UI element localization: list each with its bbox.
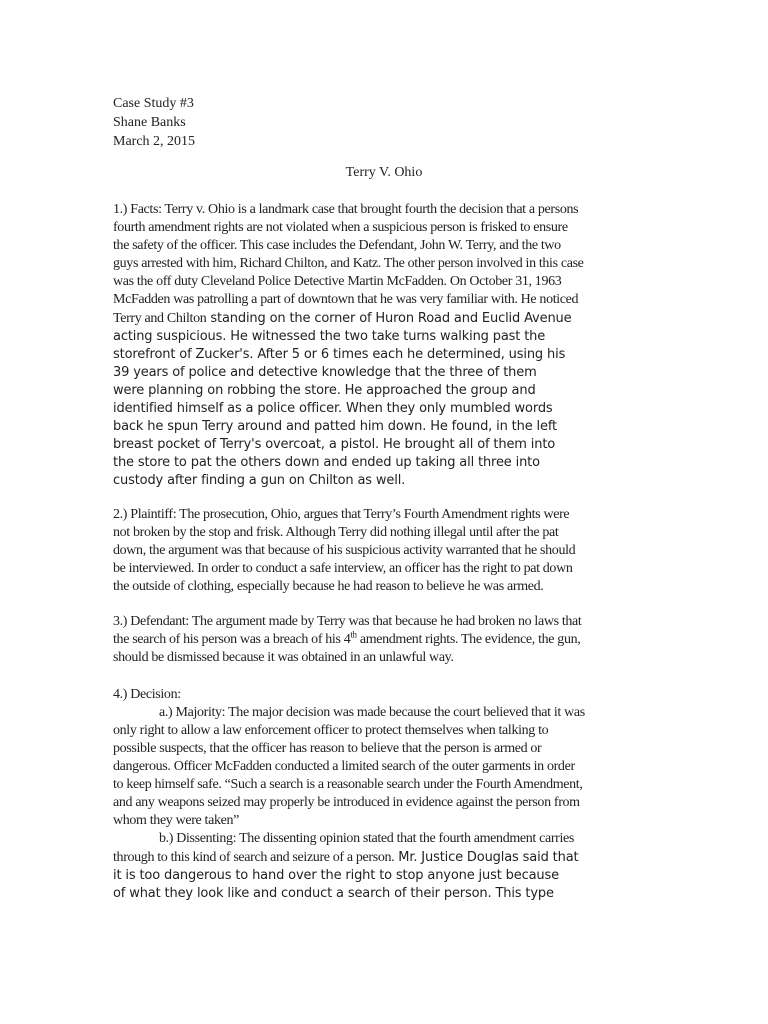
plaintiff-line: down, the argument was that because of his suspicious activity warranted that he should: [113, 543, 576, 558]
dissent-mixed-serif: through to this kind of search and seizure of a person.: [113, 850, 395, 865]
facts-line: identified himself as a police officer. When they only mumbled words: [113, 401, 553, 416]
facts-line: custody after finding a gun on Chilton as well.: [113, 473, 406, 488]
facts-line: 39 years of police and detective knowledge that the three of them: [113, 365, 537, 380]
majority-line: dangerous. Officer McFadden conducted a limited search of the outer garments in order: [113, 759, 575, 774]
defendant-line: should be dismissed because it was obtained in an unlawful way.: [113, 650, 454, 665]
facts-line: 1.) Facts: Terry v. Ohio is a landmark case that brought fourth the decision that a persons: [113, 202, 579, 217]
facts-sans-block: [113, 328, 658, 490]
document-title: Terry V. Ohio: [345, 165, 423, 180]
author-name: Shane Banks: [113, 115, 186, 130]
majority-line: a.) Majority: The major decision was made because the court believed that it was: [159, 705, 585, 720]
majority-line: whom they were taken”: [113, 813, 239, 828]
dissent-sans-block: [113, 867, 658, 903]
majority-line: and any weapons seized may properly be introduced in evidence against the person from: [113, 795, 580, 810]
decision-serif-block: [113, 686, 658, 848]
plaintiff-line: not broken by the stop and frisk. Although Terry did nothing illegal until after the pat: [113, 525, 559, 540]
plaintiff-line: be interviewed. In order to conduct a safe interview, an officer has the right to pat down: [113, 561, 573, 576]
facts-mixed-sans: standing on the corner of Huron Road and Euclid Avenue: [206, 311, 572, 326]
facts-line: the safety of the officer. This case includes the Defendant, John W. Terry, and the two: [113, 238, 561, 253]
facts-line: the store to pat the others down and ended up taking all three into: [113, 455, 540, 470]
facts-line: acting suspicious. He witnessed the two take turns walking past the: [113, 329, 546, 344]
facts-line: back he spun Terry around and patted him down. He found, in the left: [113, 419, 558, 434]
defendant-line: [113, 631, 658, 649]
decision-heading: 4.) Decision:: [113, 687, 181, 702]
defendant-line: 3.) Defendant: The argument made by Terry was that because he had broken no laws that: [113, 614, 582, 629]
facts-line: McFadden was patrolling a part of downtown that he was very familiar with. He noticed: [113, 292, 579, 307]
dissent-line: b.) Dissenting: The dissenting opinion stated that the fourth amendment carries: [159, 831, 574, 846]
majority-line: to keep himself safe. “Such a search is a reasonable search under the Fourth Amendment,: [113, 777, 583, 792]
facts-paragraph: [113, 201, 658, 490]
majority-line: only right to allow a law enforcement officer to protect themselves when talking to: [113, 723, 549, 738]
decision-section: [113, 686, 658, 903]
defendant-paragraph: [113, 613, 658, 667]
facts-mixed-serif: Terry and Chilton: [113, 311, 207, 326]
facts-line: breast pocket of Terry's overcoat, a pistol. He brought all of them into: [113, 437, 556, 452]
dissent-mixed-line: [113, 848, 658, 867]
defendant-line-part: amendment rights. The evidence, the gun,: [356, 632, 581, 647]
facts-mixed-line: [113, 309, 658, 328]
majority-line: possible suspects, that the officer has reason to believe that the person is armed or: [113, 741, 542, 756]
ordinal-superscript: th: [350, 629, 357, 640]
dissent-line: of what they look like and conduct a search of their person. This type: [113, 886, 554, 901]
dissent-mixed-sans: Mr. Justice Douglas said that: [394, 850, 579, 865]
defendant-line-part: the search of his person was a breach of his 4: [113, 632, 351, 647]
facts-serif-block: [113, 201, 658, 309]
facts-line: was the off duty Cleveland Police Detective Martin McFadden. On October 31, 1963: [113, 274, 562, 289]
case-study-number: Case Study #3: [113, 96, 194, 111]
document-header: [113, 94, 195, 151]
facts-line: storefront of Zucker's. After 5 or 6 times each he determined, using his: [113, 347, 566, 362]
facts-line: were planning on robbing the store. He approached the group and: [113, 383, 536, 398]
document-date: March 2, 2015: [113, 134, 196, 149]
plaintiff-paragraph: [113, 506, 658, 596]
dissent-line: it is too dangerous to hand over the right to stop anyone just because: [113, 868, 559, 883]
facts-line: guys arrested with him, Richard Chilton, and Katz. The other person involved in this case: [113, 256, 584, 271]
plaintiff-line: 2.) Plaintiff: The prosecution, Ohio, argues that Terry’s Fourth Amendment rights were: [113, 507, 570, 522]
facts-line: fourth amendment rights are not violated when a suspicious person is frisked to ensure: [113, 220, 568, 235]
plaintiff-line: the outside of clothing, especially because he had reason to believe he was armed.: [113, 579, 544, 594]
